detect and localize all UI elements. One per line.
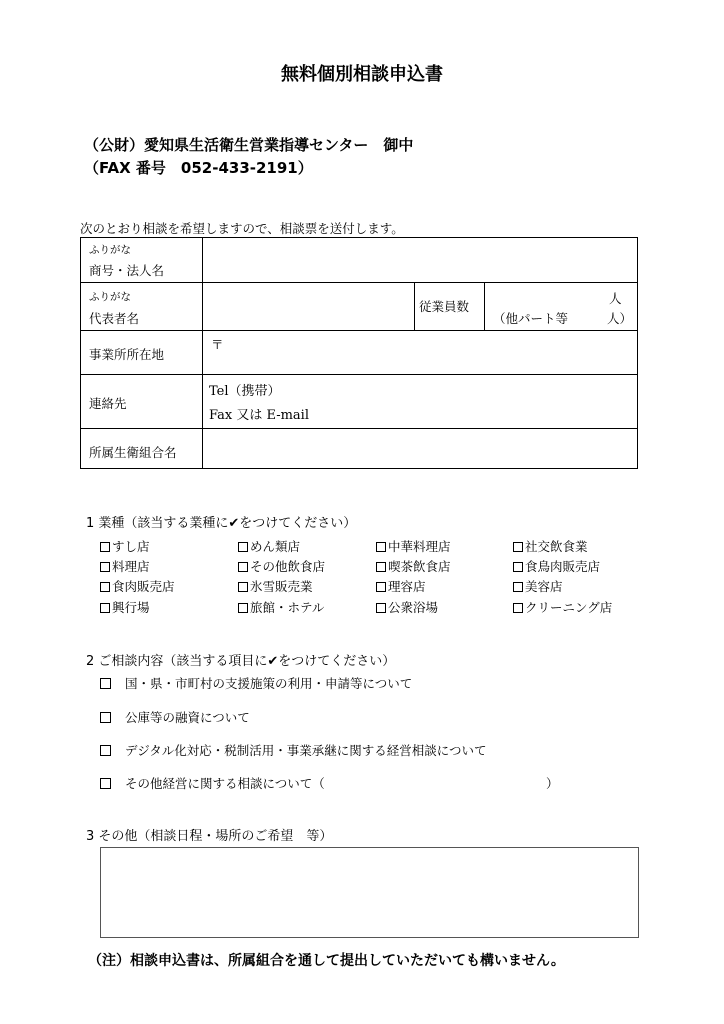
- checkbox-icon[interactable]: [100, 562, 110, 572]
- row-divider: [81, 330, 637, 331]
- checkbox-icon[interactable]: [238, 562, 248, 572]
- fax-email-label: Fax 又は E-mail: [209, 408, 310, 423]
- checkbox-icon[interactable]: [376, 603, 386, 613]
- industry-option[interactable]: すし店: [100, 537, 150, 555]
- section1-heading: 1 業種（該当する業種に✔をつけてください）: [86, 516, 357, 531]
- industry-option[interactable]: 氷雪販売業: [238, 577, 313, 595]
- checkbox-icon[interactable]: [376, 542, 386, 552]
- checkbox-icon[interactable]: [100, 778, 111, 789]
- label-column-divider: [202, 238, 203, 468]
- industry-option[interactable]: 喫茶飲食店: [376, 557, 451, 575]
- company-field[interactable]: [207, 240, 632, 280]
- industry-option[interactable]: 食肉販売店: [100, 577, 175, 595]
- industry-option[interactable]: 中華料理店: [376, 537, 451, 555]
- row-divider: [81, 428, 637, 429]
- industry-option[interactable]: クリーニング店: [513, 598, 612, 616]
- address-label: 事業所所在地: [89, 347, 165, 362]
- checkbox-icon[interactable]: [238, 542, 248, 552]
- footnote: （注）相談申込書は、所属組合を通して提出していただいても構いません。: [88, 953, 565, 969]
- other-close-paren: ）: [546, 776, 559, 791]
- industry-option[interactable]: 興行場: [100, 598, 150, 616]
- consultation-item[interactable]: 公庫等の融資について: [100, 708, 250, 726]
- industry-option[interactable]: 理容店: [376, 577, 426, 595]
- checkbox-icon[interactable]: [100, 603, 110, 613]
- fax-number: （FAX 番号 052-433-2191）: [84, 159, 313, 177]
- checkbox-icon[interactable]: [100, 678, 111, 689]
- union-field[interactable]: [207, 431, 632, 465]
- industry-option[interactable]: 美容店: [513, 577, 563, 595]
- union-label: 所属生衛組合名: [89, 445, 177, 460]
- employees-label: 従業員数: [419, 299, 470, 314]
- application-table: [80, 237, 638, 469]
- checkbox-icon[interactable]: [513, 542, 523, 552]
- checkbox-icon[interactable]: [100, 712, 111, 723]
- row-divider: [81, 282, 637, 283]
- representative-label: 代表者名: [89, 311, 140, 326]
- checkbox-icon[interactable]: [376, 582, 386, 592]
- checkbox-icon[interactable]: [513, 582, 523, 592]
- checkbox-icon[interactable]: [100, 745, 111, 756]
- row-divider: [81, 374, 637, 375]
- industry-option[interactable]: 公衆浴場: [376, 598, 438, 616]
- furigana-label: ふりがな: [89, 244, 131, 256]
- representative-field[interactable]: [207, 285, 411, 327]
- consultation-item[interactable]: その他経営に関する相談について（: [100, 774, 325, 792]
- employees-divider: [414, 282, 415, 330]
- checkbox-icon[interactable]: [513, 603, 523, 613]
- intro-text: 次のとおり相談を希望しますので、相談票を送付します。: [80, 221, 404, 236]
- industry-option[interactable]: 料理店: [100, 557, 150, 575]
- page-title: 無料個別相談申込書: [281, 64, 443, 85]
- contact-label: 連絡先: [89, 396, 127, 411]
- consultation-item[interactable]: デジタル化対応・税制活用・事業承継に関する経営相談について: [100, 741, 487, 759]
- industry-option[interactable]: 食鳥肉販売店: [513, 557, 600, 575]
- checkbox-icon[interactable]: [100, 582, 110, 592]
- checkbox-icon[interactable]: [100, 542, 110, 552]
- section3-heading: 3 その他（相談日程・場所のご希望 等）: [86, 829, 333, 844]
- checkbox-icon[interactable]: [376, 562, 386, 572]
- industry-option[interactable]: 旅館・ホテル: [238, 598, 324, 616]
- addressee: （公財）愛知県生活衛生営業指導センター 御中: [84, 136, 414, 154]
- address-field[interactable]: [227, 333, 632, 373]
- other-request-box[interactable]: [100, 847, 639, 938]
- part-time-unit: 人）: [607, 311, 633, 326]
- part-time-label: （他パート等: [493, 311, 569, 326]
- employees-divider: [484, 282, 485, 330]
- section2-heading: 2 ご相談内容（該当する項目に✔をつけてください）: [86, 654, 396, 669]
- checkbox-icon[interactable]: [238, 582, 248, 592]
- furigana-label: ふりがな: [89, 291, 131, 303]
- people-unit: 人: [609, 291, 622, 306]
- checkbox-icon[interactable]: [513, 562, 523, 572]
- consultation-item[interactable]: 国・県・市町村の支援施策の利用・申請等について: [100, 674, 412, 692]
- industry-option[interactable]: めん類店: [238, 537, 300, 555]
- checkbox-icon[interactable]: [238, 603, 248, 613]
- industry-option[interactable]: その他飲食店: [238, 557, 325, 575]
- company-label: 商号・法人名: [89, 263, 165, 278]
- tel-label: Tel（携帯）: [209, 384, 281, 399]
- postal-mark: 〒: [211, 337, 224, 352]
- industry-option[interactable]: 社交飲食業: [513, 537, 588, 555]
